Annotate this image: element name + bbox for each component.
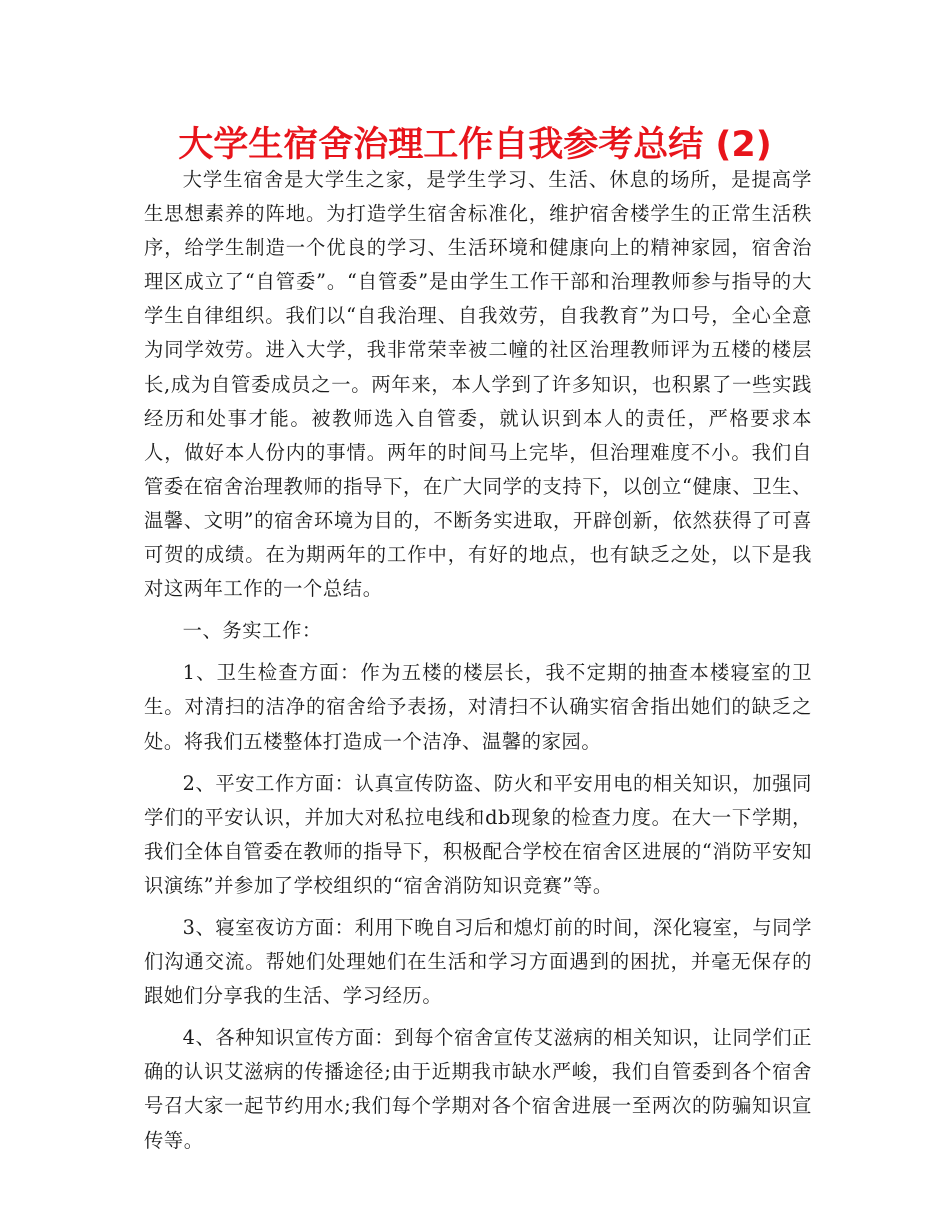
paragraph-item-2: 2、平安工作方面：认真宣传防盗、防火和平安用电的相关知识，加强同学们的平安认识，并加大对私拉电线和db现象的检查力度。在大一下学期，我们全体自管委在教师的指导下，积极配合学校在宿舍区进展的“消防平安知识演练”并参加了学校组织的“宿舍消防知识竞赛”等。 — [144, 771, 812, 897]
document-body — [144, 163, 812, 1166]
document-title: 大学生宿舍治理工作自我参考总结 (2) — [178, 125, 772, 165]
paragraph-item-1: 1、卫生检查方面：作为五楼的楼层长，我不定期的抽查本楼寝室的卫生。对清扫的洁净的宿舍给予表扬，对清扫不认确实宿舍指出她们的缺乏之处。将我们五楼整体打造成一个洁净、温馨的家园。 — [144, 661, 812, 753]
paragraph-item-4: 4、各种知识宣传方面：到每个宿舍宣传艾滋病的相关知识，让同学们正确的认识艾滋病的传播途径;由于近期我市缺水严峻，我们自管委到各个宿舍号召大家一起节约用水;我们每个学期对各个宿舍进展一至两次的防骗知识宣传等。 — [144, 1026, 812, 1152]
paragraph-intro: 大学生宿舍是大学生之家，是学生学习、生活、休息的场所，是提高学生思想素养的阵地。为打造学生宿舍标准化，维护宿舍楼学生的正常生活秩序，给学生制造一个优良的学习、生活环境和健康向上的精神家园，宿舍治理区成立了“自管委”。“自管委”是由学生工作干部和治理教师参与指导的大学生自律组织。我们以“自我治理、自我效劳，自我教育”为口号，全心全意为同学效劳。进入大学，我非常荣幸被二幢的社区治理教师评为五楼的楼层长,成为自管委成员之一。两年来，本人学到了许多知识，也积累了一些实践经历和处事才能。被教师选入自管委，就认识到本人的责任，严格要求本人，做好本人份内的事情。两年的时间马上完毕，但治理难度不小。我们自管委在宿舍治理教师的指导下，在广大同学的支持下，以创立“健康、卫生、温馨、文明”的宿舍环境为目的，不断务实进取，开辟创新，依然获得了可喜可贺的成绩。在为期两年的工作中，有好的地点，也有缺乏之处，以下是我对这两年工作的一个总结。 — [144, 168, 812, 601]
paragraph-item-3: 3、寝室夜访方面：利用下晚自习后和熄灯前的时间，深化寝室，与同学们沟通交流。帮她们处理她们在生活和学习方面遇到的困扰，并毫无保存的跟她们分享我的生活、学习经历。 — [144, 915, 812, 1008]
section-heading: 一、务实工作： — [182, 619, 322, 643]
